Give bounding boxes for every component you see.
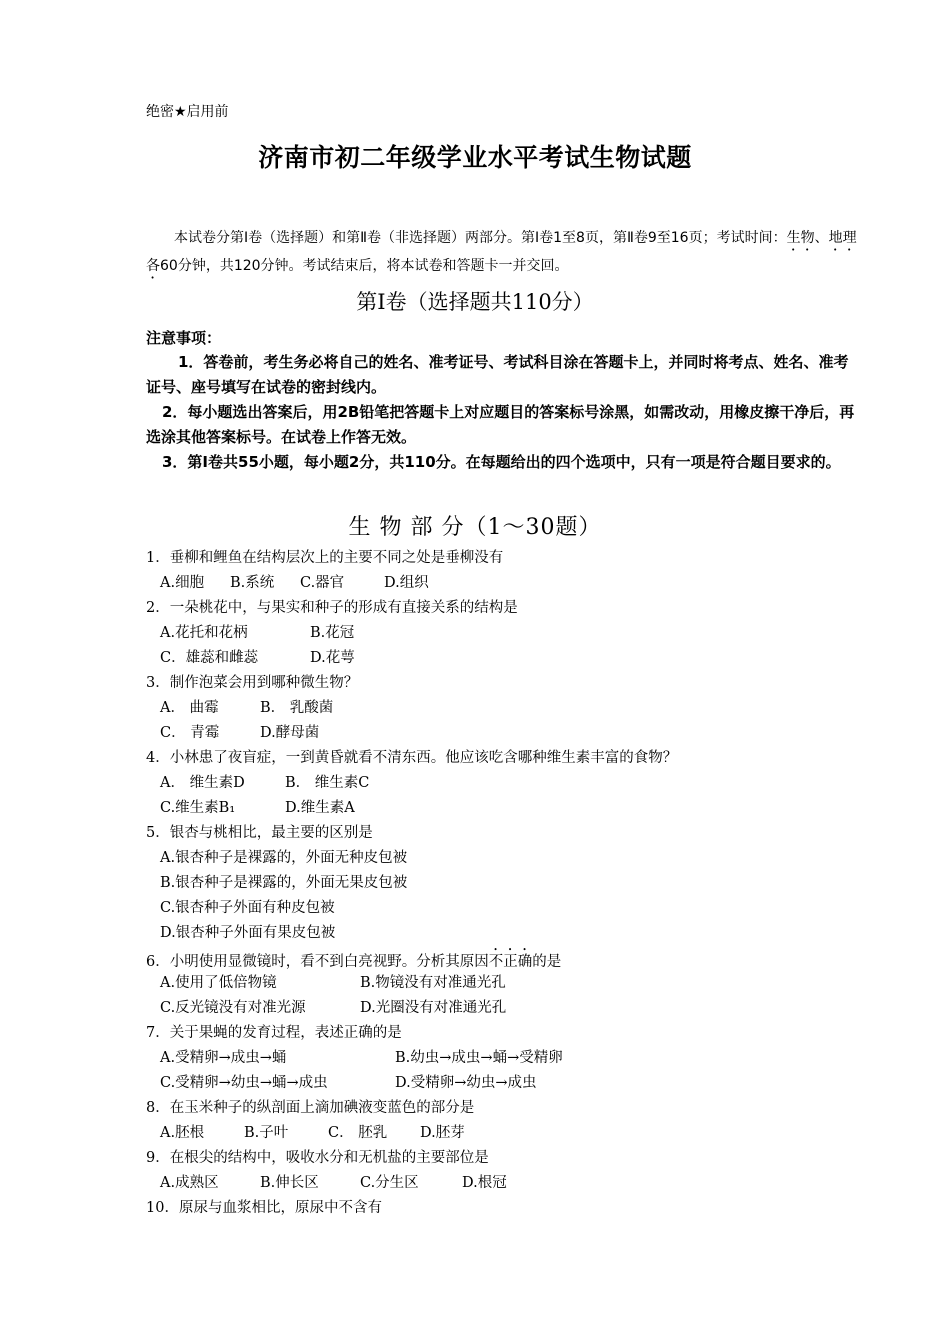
exam-title: 济南市初二年级学业水平考试生物试题: [258, 143, 692, 172]
option: D.胚芽: [420, 1125, 465, 1141]
question-10: 10．原尿与血浆相比，原尿中不含有: [146, 1200, 382, 1216]
option: C． 青霉: [160, 725, 220, 741]
question-2: 2．一朵桃花中，与果实和种子的形成有直接关系的结构是: [146, 600, 518, 616]
options-row: [146, 996, 866, 1021]
option: A.成熟区: [160, 1175, 219, 1191]
question-4: 4．小林患了夜盲症，一到黄昏就看不清东西。他应该吃含哪种维生素丰富的食物？: [146, 750, 678, 766]
option: D.根冠: [462, 1175, 507, 1191]
options-row: [146, 971, 866, 996]
options-row: [146, 571, 866, 596]
notice-item-3: 3．第Ⅰ卷共55小题，每小题2分，共110分。在每题给出的四个选项中，只有一项是符合题目要求的。: [162, 453, 841, 471]
question-5: 5．银杏与桃相比，最主要的区别是: [146, 825, 373, 841]
intro-emphasis: 生物、地理各: [146, 230, 857, 274]
options-row: [146, 721, 866, 746]
option: A.受精卵→成虫→蛹: [160, 1050, 287, 1066]
question-1: 1．垂柳和鲤鱼在结构层次上的主要不同之处是垂柳没有: [146, 550, 504, 566]
question-list: [146, 546, 866, 1221]
question-6-emphasis: 不正确: [488, 954, 533, 970]
question-3: 3．制作泡菜会用到哪种微生物？: [146, 675, 359, 691]
option: B.物镜没有对准通光孔: [360, 975, 506, 991]
question-9: 9．在根尖的结构中，吸收水分和无机盐的主要部位是: [146, 1150, 489, 1166]
options-row: [146, 796, 866, 821]
options-row: [146, 1071, 866, 1096]
option: B.幼虫→成虫→蛹→受精卵: [395, 1050, 563, 1066]
options-row: [146, 871, 866, 896]
notice-heading: 注意事项：: [146, 329, 222, 347]
option: A.胚根: [160, 1125, 205, 1141]
option: C.银杏种子外面有种皮包被: [160, 900, 335, 916]
options-row: [146, 646, 866, 671]
secret-label: 绝密★启用前: [146, 104, 229, 120]
notice-item-2: 2．每小题选出答案后，用2B铅笔把答题卡上对应题目的答案标号涂黑，如需改动，用橡皮擦干净后，再选涂其他答案标号。在试卷上作答无效。: [146, 403, 855, 446]
option: D.光圈没有对准通光孔: [360, 1000, 507, 1016]
option: C.维生素B₁: [160, 800, 236, 816]
option: D.银杏种子外面有果皮包被: [160, 925, 336, 941]
options-row: [146, 1121, 866, 1146]
question-6: [146, 946, 866, 971]
option: A.细胞: [160, 575, 205, 591]
option: B． 乳酸菌: [260, 700, 334, 716]
options-row: [146, 621, 866, 646]
options-row: [146, 771, 866, 796]
options-row: [146, 696, 866, 721]
question-6-text-end: 的是: [532, 954, 562, 970]
option: A.银杏种子是裸露的，外面无种皮包被: [160, 850, 408, 866]
volume-title: 第Ⅰ卷（选择题共110分）: [356, 290, 594, 314]
option: A.花托和花柄: [160, 625, 248, 641]
question-6-text: 6．小明使用显微镜时，看不到白亮视野。分析其原因: [146, 954, 489, 970]
options-row: [146, 1171, 866, 1196]
option: B.花冠: [310, 625, 355, 641]
option: C.器官: [300, 575, 345, 591]
options-row: [146, 1046, 866, 1071]
option: C．雄蕊和雌蕊: [160, 650, 259, 666]
option: C.受精卵→幼虫→蛹→成虫: [160, 1075, 328, 1091]
option: D.受精卵→幼虫→成虫: [395, 1075, 537, 1091]
option: B.伸长区: [260, 1175, 319, 1191]
option: C.分生区: [360, 1175, 419, 1191]
options-row: [146, 896, 866, 921]
options-row: [146, 921, 866, 946]
intro-paragraph: [146, 226, 861, 282]
question-7: 7．关于果蝇的发育过程，表述正确的是: [146, 1025, 402, 1041]
option: D.花萼: [310, 650, 355, 666]
option: B． 维生素C: [285, 775, 370, 791]
intro-text-2: 60分钟，共120分钟。考试结束后，将本试卷和答题卡一并交回。: [160, 258, 569, 274]
option: C． 胚乳: [328, 1125, 388, 1141]
option: B.子叶: [244, 1125, 289, 1141]
option: B.系统: [230, 575, 275, 591]
option: A.使用了低倍物镜: [160, 975, 277, 991]
option: C.反光镜没有对准光源: [160, 1000, 306, 1016]
option: A． 维生素D: [160, 775, 245, 791]
intro-text-1: 本试卷分第Ⅰ卷（选择题）和第Ⅱ卷（非选择题）两部分。第Ⅰ卷1至8页，第Ⅱ卷9至16页；考试时间：: [174, 230, 787, 246]
option: D.酵母菌: [260, 725, 320, 741]
section-title: 生 物 部 分（1～30题）: [348, 515, 602, 540]
option: D.维生素A: [285, 800, 355, 816]
option: D.组织: [384, 575, 429, 591]
option: A． 曲霉: [160, 700, 219, 716]
question-8: 8．在玉米种子的纵剖面上滴加碘液变蓝色的部分是: [146, 1100, 475, 1116]
option: B.银杏种子是裸露的，外面无果皮包被: [160, 875, 408, 891]
options-row: [146, 846, 866, 871]
notice-item-1: 1．答卷前，考生务必将自己的姓名、准考证号、考试科目涂在答题卡上，并同时将考点、姓名、准考证号、座号填写在试卷的密封线内。: [146, 353, 849, 396]
